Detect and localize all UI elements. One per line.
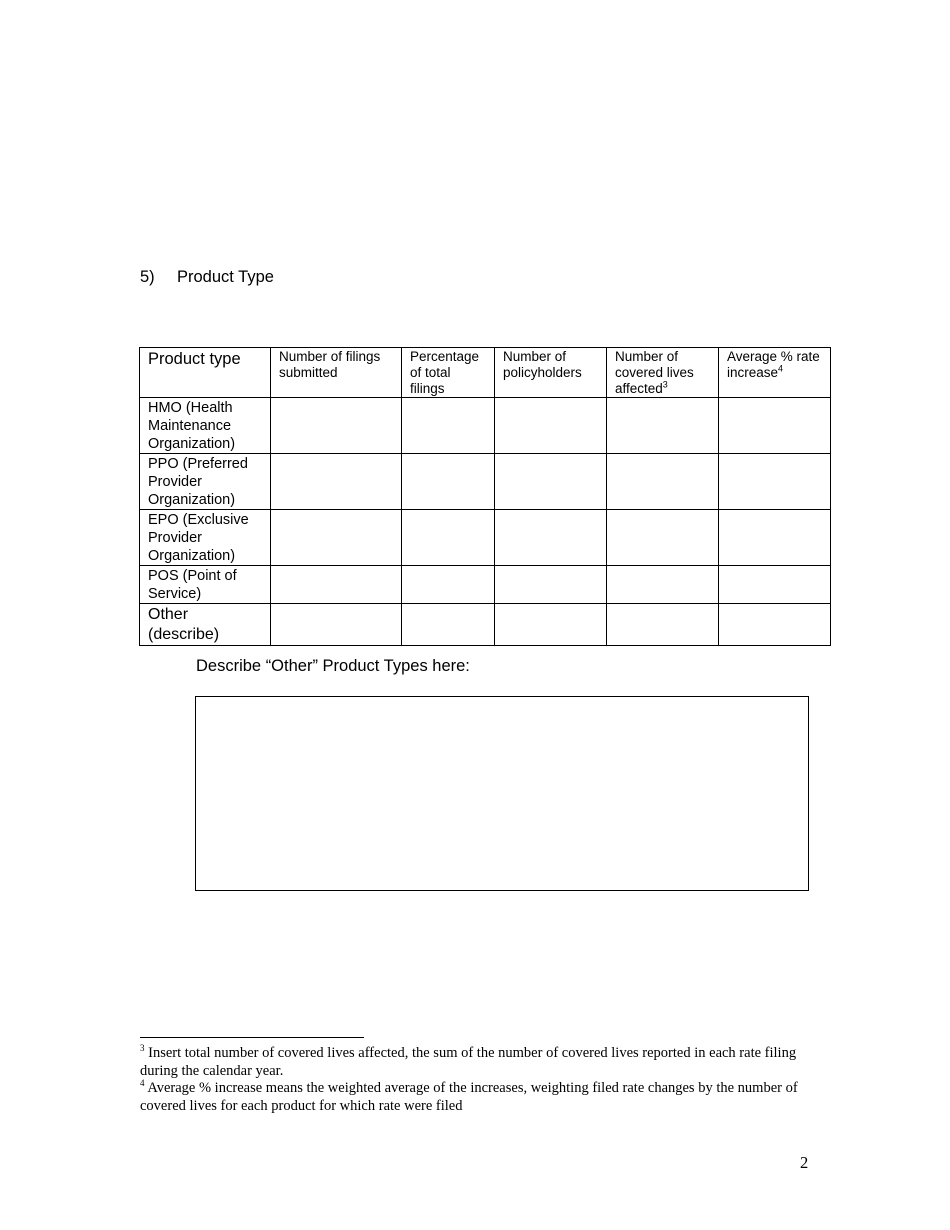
table-row <box>140 510 831 566</box>
other-description-label: Describe “Other” Product Types here: <box>196 657 470 675</box>
footnote-ref-4: 4 <box>778 363 784 374</box>
header-covered-lives <box>607 348 719 398</box>
header-product-type: Product type <box>140 348 271 398</box>
section-number: 5) <box>140 268 155 286</box>
table-row <box>140 454 831 510</box>
cell-ppo-filings[interactable] <box>271 454 402 510</box>
row-label-other: Other (describe) <box>140 604 271 646</box>
cell-pos-filings[interactable] <box>271 566 402 604</box>
cell-other-filings[interactable] <box>271 604 402 646</box>
cell-other-rate-increase[interactable] <box>719 604 831 646</box>
cell-hmo-policyholders[interactable] <box>495 398 607 454</box>
cell-hmo-rate-increase[interactable] <box>719 398 831 454</box>
table-header-row <box>140 348 831 398</box>
section-title: Product Type <box>177 268 274 286</box>
cell-ppo-policyholders[interactable] <box>495 454 607 510</box>
row-label-epo: EPO (Exclusive Provider Organization) <box>140 510 271 566</box>
section-heading <box>140 268 274 287</box>
footnote-4 <box>140 1080 820 1115</box>
cell-hmo-covered-lives[interactable] <box>607 398 719 454</box>
footnote-divider <box>140 1037 364 1038</box>
cell-other-covered-lives[interactable] <box>607 604 719 646</box>
cell-other-policyholders[interactable] <box>495 604 607 646</box>
cell-ppo-rate-increase[interactable] <box>719 454 831 510</box>
header-rate-increase-label: Average % rate increase <box>727 349 820 380</box>
cell-ppo-covered-lives[interactable] <box>607 454 719 510</box>
footnote-3-text: Insert total number of covered lives affected, the sum of the number of covered lives reported in each rate filing during the calendar year. <box>140 1045 797 1079</box>
cell-hmo-percentage[interactable] <box>402 398 495 454</box>
cell-pos-covered-lives[interactable] <box>607 566 719 604</box>
cell-ppo-percentage[interactable] <box>402 454 495 510</box>
header-covered-lives-label: Number of covered lives affected <box>615 349 694 396</box>
footnotes <box>140 1045 820 1115</box>
header-rate-increase <box>719 348 831 398</box>
table-row <box>140 398 831 454</box>
cell-pos-policyholders[interactable] <box>495 566 607 604</box>
footnote-3-mark: 3 <box>140 1043 145 1054</box>
footnote-4-text: Average % increase means the weighted average of the increases, weighting filed rate changes by the number of covered lives for each product for which rate were filed <box>140 1080 798 1114</box>
other-description-box[interactable] <box>195 696 809 891</box>
cell-epo-rate-increase[interactable] <box>719 510 831 566</box>
row-label-hmo: HMO (Health Maintenance Organization) <box>140 398 271 454</box>
cell-epo-policyholders[interactable] <box>495 510 607 566</box>
header-percentage: Percentage of total filings <box>402 348 495 398</box>
header-policyholders: Number of policyholders <box>495 348 607 398</box>
cell-pos-percentage[interactable] <box>402 566 495 604</box>
cell-pos-rate-increase[interactable] <box>719 566 831 604</box>
cell-epo-covered-lives[interactable] <box>607 510 719 566</box>
table-row <box>140 566 831 604</box>
cell-hmo-filings[interactable] <box>271 398 402 454</box>
footnote-3 <box>140 1045 820 1080</box>
cell-epo-filings[interactable] <box>271 510 402 566</box>
header-filings: Number of filings submitted <box>271 348 402 398</box>
product-type-table <box>139 347 831 646</box>
footnote-ref-3: 3 <box>662 379 668 390</box>
table-row <box>140 604 831 646</box>
page-number: 2 <box>800 1153 809 1172</box>
row-label-ppo: PPO (Preferred Provider Organization) <box>140 454 271 510</box>
cell-other-percentage[interactable] <box>402 604 495 646</box>
footnote-4-mark: 4 <box>140 1078 145 1089</box>
cell-epo-percentage[interactable] <box>402 510 495 566</box>
row-label-pos: POS (Point of Service) <box>140 566 271 604</box>
